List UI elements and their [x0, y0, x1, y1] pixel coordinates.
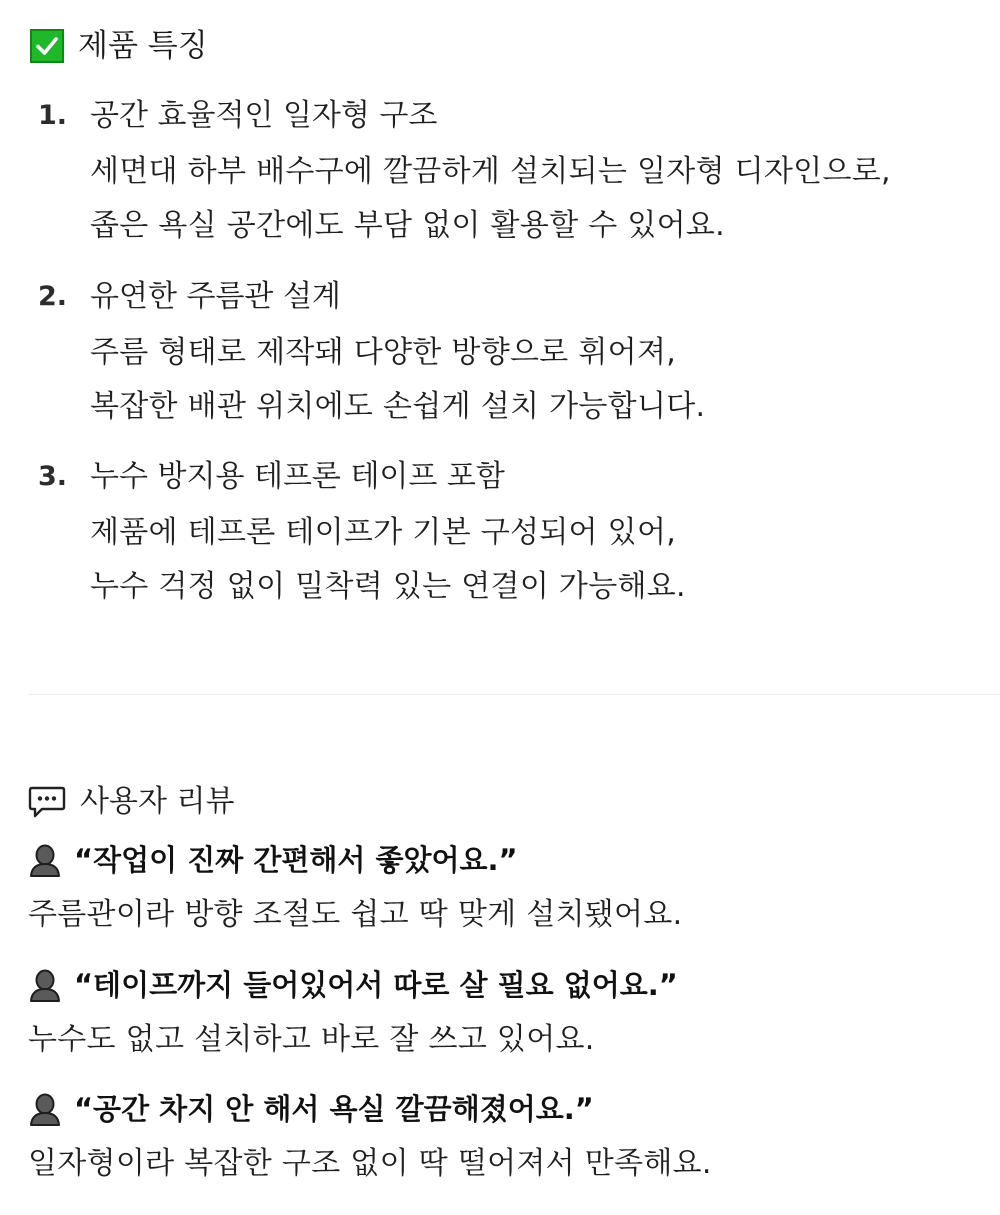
review-quote: “작업이 진짜 간편해서 좋았어요.”	[74, 843, 518, 877]
reviews-header	[28, 782, 234, 822]
features-title: 제품 특징	[78, 28, 208, 64]
review-body: 누수도 없고 설치하고 바로 잘 쓰고 있어요.	[28, 1022, 595, 1057]
features-header	[30, 26, 208, 66]
review-quote: “공간 차지 안 해서 욕실 깔끔해졌어요.”	[74, 1092, 594, 1126]
review-head	[28, 963, 678, 1007]
feature-description-line: 세면대 하부 배수구에 깔끔하게 설치되는 일자형 디자인으로,	[90, 154, 891, 189]
user-silhouette-icon	[28, 843, 62, 877]
user-silhouette-icon	[28, 968, 62, 1002]
feature-description-line: 좁은 욕실 공간에도 부담 없이 활용할 수 있어요.	[90, 208, 726, 243]
user-silhouette-icon	[28, 1092, 62, 1126]
feature-description-line: 주름 형태로 제작돼 다양한 방향으로 휘어져,	[90, 335, 677, 370]
feature-description-line: 누수 걱정 없이 밀착력 있는 연결이 가능해요.	[90, 569, 686, 604]
feature-heading: 누수 방지용 테프론 테이프 포함	[90, 459, 505, 494]
feature-number: 1.	[38, 100, 68, 131]
review-body: 주름관이라 방향 조절도 쉽고 딱 맞게 설치됐어요.	[28, 897, 683, 932]
feature-heading: 공간 효율적인 일자형 구조	[90, 98, 438, 133]
section-divider	[28, 694, 1000, 695]
feature-description-line: 복잡한 배관 위치에도 손쉽게 설치 가능합니다.	[90, 389, 706, 424]
review-quote: “테이프까지 들어있어서 따로 살 필요 없어요.”	[74, 968, 678, 1002]
reviews-title: 사용자 리뷰	[80, 784, 235, 819]
feature-heading: 유연한 주름관 설계	[90, 279, 341, 314]
review-head	[28, 1087, 594, 1131]
review-head	[28, 838, 518, 882]
review-body: 일자형이라 복잡한 구조 없이 딱 떨어져서 만족해요.	[28, 1146, 712, 1181]
feature-description-line: 제품에 테프론 테이프가 기본 구성되어 있어,	[90, 515, 677, 550]
check-box-icon	[30, 29, 64, 63]
speech-bubble-icon	[28, 785, 66, 819]
feature-number: 2.	[38, 281, 68, 312]
feature-number: 3.	[38, 461, 68, 492]
